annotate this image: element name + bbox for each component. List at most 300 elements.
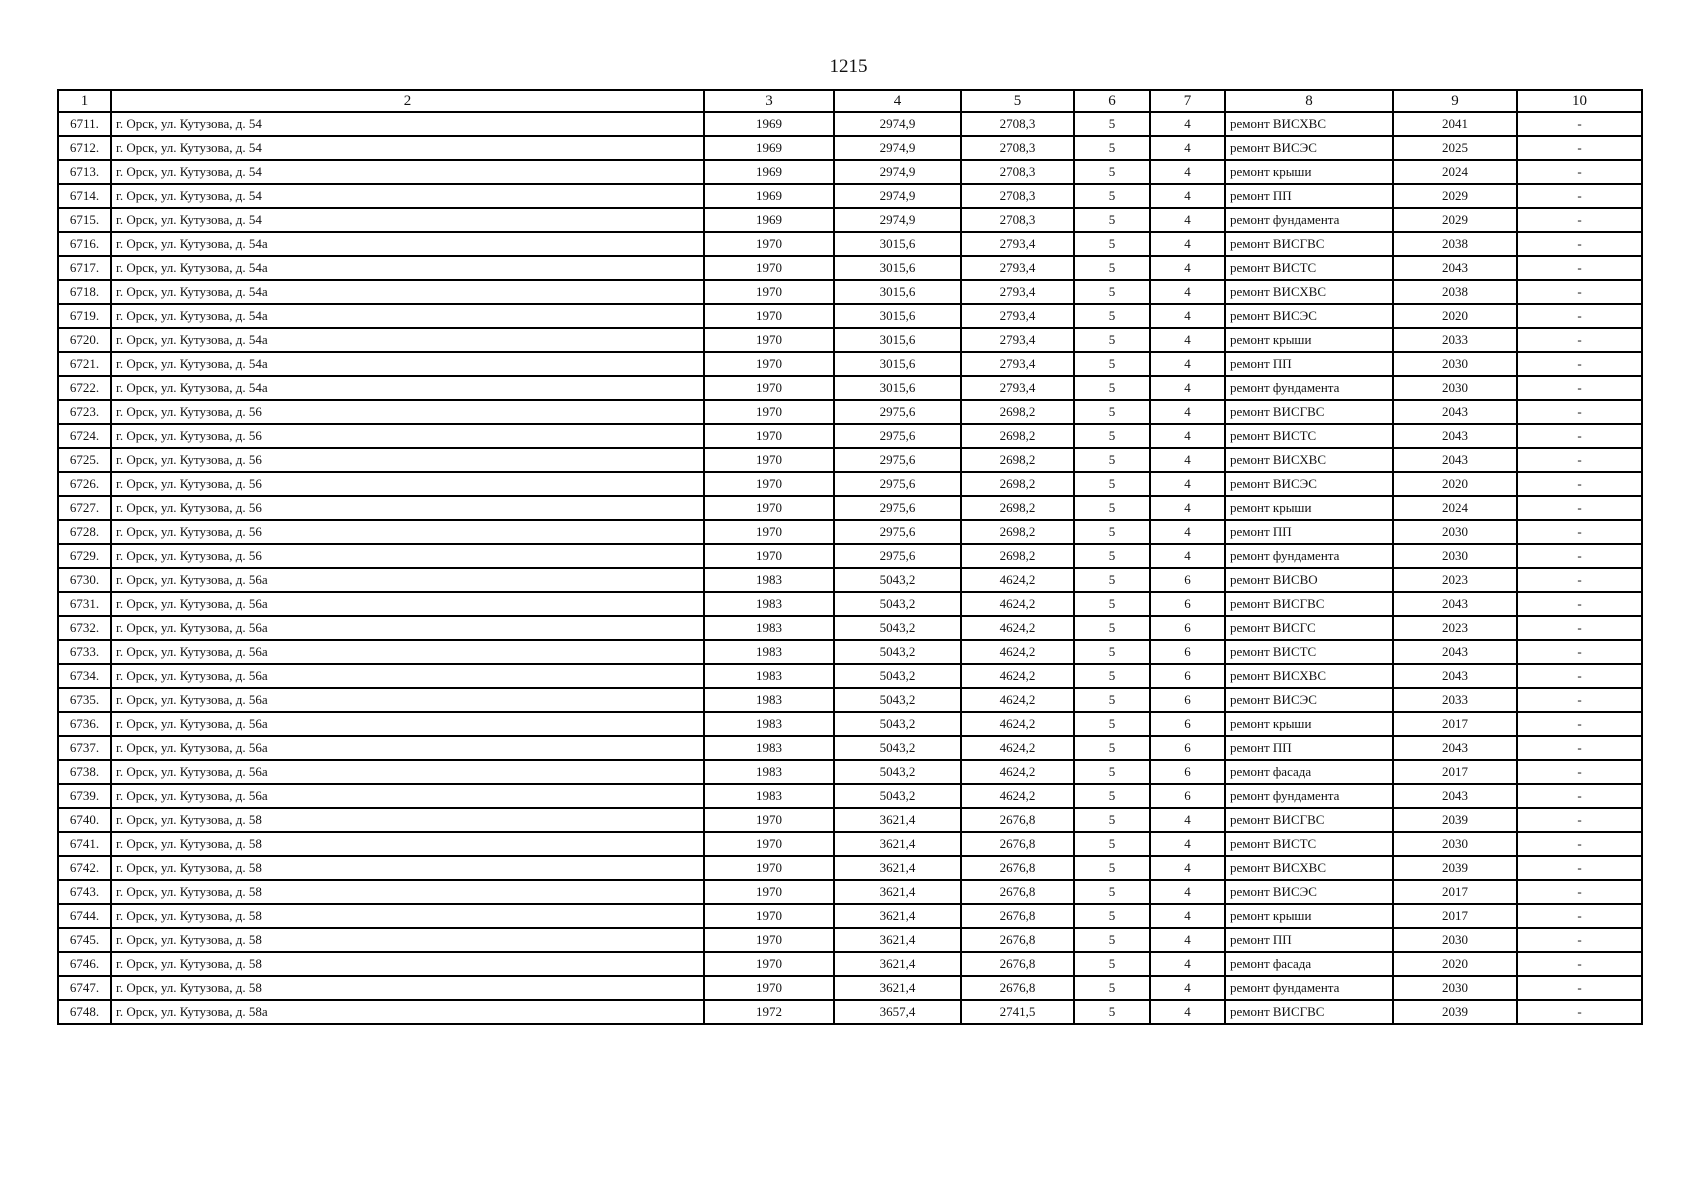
cell-note: - — [1517, 856, 1642, 880]
cell-work-type: ремонт фундамента — [1225, 208, 1393, 232]
table-row — [58, 808, 1642, 832]
cell-floors: 5 — [1074, 976, 1150, 1000]
cell-work-type: ремонт ВИСГС — [1225, 616, 1393, 640]
table-row — [58, 760, 1642, 784]
cell-work-type: ремонт ВИСЭС — [1225, 136, 1393, 160]
cell-repair-year: 2024 — [1393, 160, 1517, 184]
cell-floors: 5 — [1074, 952, 1150, 976]
cell-entrances: 6 — [1150, 568, 1225, 592]
table-row — [58, 208, 1642, 232]
table-row — [58, 160, 1642, 184]
cell-row-number: 6748. — [58, 1000, 111, 1024]
cell-total-area: 5043,2 — [834, 760, 961, 784]
cell-repair-year: 2043 — [1393, 640, 1517, 664]
cell-build-year: 1970 — [704, 328, 834, 352]
cell-work-type: ремонт фундамента — [1225, 976, 1393, 1000]
cell-work-type: ремонт фундамента — [1225, 544, 1393, 568]
cell-floors: 5 — [1074, 760, 1150, 784]
cell-entrances: 4 — [1150, 928, 1225, 952]
table-row — [58, 616, 1642, 640]
cell-living-area: 4624,2 — [961, 640, 1074, 664]
cell-note: - — [1517, 928, 1642, 952]
cell-row-number: 6718. — [58, 280, 111, 304]
cell-work-type: ремонт фасада — [1225, 760, 1393, 784]
cell-note: - — [1517, 232, 1642, 256]
table-row — [58, 568, 1642, 592]
cell-row-number: 6712. — [58, 136, 111, 160]
cell-address: г. Орск, ул. Кутузова, д. 58 — [111, 928, 704, 952]
table-row — [58, 448, 1642, 472]
cell-floors: 5 — [1074, 328, 1150, 352]
cell-repair-year: 2017 — [1393, 880, 1517, 904]
cell-floors: 5 — [1074, 544, 1150, 568]
cell-total-area: 3015,6 — [834, 352, 961, 376]
cell-floors: 5 — [1074, 304, 1150, 328]
cell-note: - — [1517, 808, 1642, 832]
cell-total-area: 3015,6 — [834, 328, 961, 352]
table-row — [58, 952, 1642, 976]
cell-entrances: 4 — [1150, 352, 1225, 376]
cell-entrances: 4 — [1150, 160, 1225, 184]
cell-floors: 5 — [1074, 496, 1150, 520]
cell-work-type: ремонт ПП — [1225, 184, 1393, 208]
cell-work-type: ремонт ВИСГВС — [1225, 232, 1393, 256]
table-row — [58, 400, 1642, 424]
cell-total-area: 2974,9 — [834, 184, 961, 208]
cell-floors: 5 — [1074, 136, 1150, 160]
cell-address: г. Орск, ул. Кутузова, д. 54а — [111, 256, 704, 280]
cell-repair-year: 2043 — [1393, 664, 1517, 688]
cell-row-number: 6716. — [58, 232, 111, 256]
table-row — [58, 736, 1642, 760]
cell-repair-year: 2043 — [1393, 736, 1517, 760]
cell-living-area: 4624,2 — [961, 688, 1074, 712]
cell-total-area: 2975,6 — [834, 496, 961, 520]
cell-living-area: 2708,3 — [961, 112, 1074, 136]
cell-note: - — [1517, 784, 1642, 808]
cell-address: г. Орск, ул. Кутузова, д. 56а — [111, 592, 704, 616]
cell-entrances: 6 — [1150, 640, 1225, 664]
cell-note: - — [1517, 952, 1642, 976]
cell-row-number: 6743. — [58, 880, 111, 904]
cell-living-area: 4624,2 — [961, 736, 1074, 760]
cell-total-area: 3621,4 — [834, 808, 961, 832]
cell-work-type: ремонт ПП — [1225, 352, 1393, 376]
cell-repair-year: 2017 — [1393, 904, 1517, 928]
cell-row-number: 6731. — [58, 592, 111, 616]
cell-row-number: 6725. — [58, 448, 111, 472]
table-row — [58, 424, 1642, 448]
cell-total-area: 3621,4 — [834, 904, 961, 928]
cell-address: г. Орск, ул. Кутузова, д. 56 — [111, 496, 704, 520]
cell-work-type: ремонт ВИСТС — [1225, 832, 1393, 856]
cell-entrances: 4 — [1150, 256, 1225, 280]
cell-floors: 5 — [1074, 904, 1150, 928]
cell-total-area: 3621,4 — [834, 856, 961, 880]
cell-entrances: 4 — [1150, 544, 1225, 568]
cell-note: - — [1517, 664, 1642, 688]
cell-row-number: 6732. — [58, 616, 111, 640]
cell-entrances: 4 — [1150, 280, 1225, 304]
cell-work-type: ремонт ВИСГВС — [1225, 400, 1393, 424]
cell-total-area: 3621,4 — [834, 928, 961, 952]
cell-row-number: 6715. — [58, 208, 111, 232]
cell-address: г. Орск, ул. Кутузова, д. 54а — [111, 352, 704, 376]
repair-schedule-table — [57, 89, 1643, 1025]
cell-note: - — [1517, 304, 1642, 328]
cell-entrances: 6 — [1150, 592, 1225, 616]
cell-repair-year: 2043 — [1393, 448, 1517, 472]
table-row — [58, 856, 1642, 880]
cell-build-year: 1969 — [704, 208, 834, 232]
cell-living-area: 2676,8 — [961, 808, 1074, 832]
cell-build-year: 1970 — [704, 304, 834, 328]
cell-work-type: ремонт ВИСЭС — [1225, 880, 1393, 904]
cell-total-area: 2975,6 — [834, 544, 961, 568]
cell-total-area: 3657,4 — [834, 1000, 961, 1024]
cell-build-year: 1983 — [704, 664, 834, 688]
cell-living-area: 2793,4 — [961, 352, 1074, 376]
cell-address: г. Орск, ул. Кутузова, д. 54а — [111, 328, 704, 352]
cell-build-year: 1969 — [704, 160, 834, 184]
cell-build-year: 1970 — [704, 832, 834, 856]
cell-address: г. Орск, ул. Кутузова, д. 56а — [111, 616, 704, 640]
cell-address: г. Орск, ул. Кутузова, д. 56а — [111, 784, 704, 808]
cell-repair-year: 2020 — [1393, 304, 1517, 328]
cell-build-year: 1970 — [704, 424, 834, 448]
cell-address: г. Орск, ул. Кутузова, д. 56а — [111, 568, 704, 592]
cell-floors: 5 — [1074, 856, 1150, 880]
column-header-10: 10 — [1517, 90, 1642, 112]
cell-living-area: 2676,8 — [961, 832, 1074, 856]
cell-row-number: 6726. — [58, 472, 111, 496]
cell-living-area: 2793,4 — [961, 304, 1074, 328]
cell-living-area: 2698,2 — [961, 472, 1074, 496]
cell-total-area: 2975,6 — [834, 424, 961, 448]
cell-work-type: ремонт крыши — [1225, 328, 1393, 352]
cell-build-year: 1983 — [704, 568, 834, 592]
cell-note: - — [1517, 472, 1642, 496]
cell-row-number: 6733. — [58, 640, 111, 664]
cell-note: - — [1517, 832, 1642, 856]
cell-entrances: 4 — [1150, 880, 1225, 904]
cell-work-type: ремонт ПП — [1225, 928, 1393, 952]
cell-address: г. Орск, ул. Кутузова, д. 56а — [111, 640, 704, 664]
cell-repair-year: 2030 — [1393, 352, 1517, 376]
cell-build-year: 1970 — [704, 976, 834, 1000]
table-row — [58, 280, 1642, 304]
cell-entrances: 4 — [1150, 808, 1225, 832]
cell-entrances: 4 — [1150, 472, 1225, 496]
cell-work-type: ремонт ВИСГВС — [1225, 1000, 1393, 1024]
cell-entrances: 4 — [1150, 520, 1225, 544]
table-row — [58, 256, 1642, 280]
cell-living-area: 2793,4 — [961, 232, 1074, 256]
cell-address: г. Орск, ул. Кутузова, д. 54 — [111, 136, 704, 160]
table-row — [58, 376, 1642, 400]
cell-row-number: 6723. — [58, 400, 111, 424]
cell-entrances: 6 — [1150, 784, 1225, 808]
cell-address: г. Орск, ул. Кутузова, д. 56 — [111, 472, 704, 496]
cell-floors: 5 — [1074, 664, 1150, 688]
cell-living-area: 2793,4 — [961, 280, 1074, 304]
cell-floors: 5 — [1074, 184, 1150, 208]
cell-repair-year: 2038 — [1393, 280, 1517, 304]
cell-repair-year: 2023 — [1393, 568, 1517, 592]
table-row — [58, 976, 1642, 1000]
cell-living-area: 2698,2 — [961, 496, 1074, 520]
cell-living-area: 2698,2 — [961, 424, 1074, 448]
cell-entrances: 6 — [1150, 688, 1225, 712]
cell-note: - — [1517, 280, 1642, 304]
cell-work-type: ремонт фундамента — [1225, 376, 1393, 400]
cell-build-year: 1970 — [704, 472, 834, 496]
table-row — [58, 232, 1642, 256]
cell-row-number: 6724. — [58, 424, 111, 448]
cell-living-area: 4624,2 — [961, 616, 1074, 640]
cell-repair-year: 2020 — [1393, 472, 1517, 496]
cell-work-type: ремонт ВИСГВС — [1225, 808, 1393, 832]
cell-work-type: ремонт ВИСХВС — [1225, 280, 1393, 304]
cell-repair-year: 2023 — [1393, 616, 1517, 640]
cell-work-type: ремонт крыши — [1225, 160, 1393, 184]
cell-address: г. Орск, ул. Кутузова, д. 54 — [111, 208, 704, 232]
cell-note: - — [1517, 760, 1642, 784]
cell-note: - — [1517, 592, 1642, 616]
cell-build-year: 1970 — [704, 256, 834, 280]
cell-floors: 5 — [1074, 352, 1150, 376]
cell-work-type: ремонт фасада — [1225, 952, 1393, 976]
cell-repair-year: 2030 — [1393, 376, 1517, 400]
cell-note: - — [1517, 616, 1642, 640]
cell-build-year: 1969 — [704, 112, 834, 136]
cell-floors: 5 — [1074, 1000, 1150, 1024]
cell-living-area: 2676,8 — [961, 952, 1074, 976]
cell-row-number: 6747. — [58, 976, 111, 1000]
cell-living-area: 2793,4 — [961, 328, 1074, 352]
cell-entrances: 4 — [1150, 496, 1225, 520]
cell-total-area: 5043,2 — [834, 712, 961, 736]
cell-build-year: 1983 — [704, 784, 834, 808]
cell-total-area: 5043,2 — [834, 664, 961, 688]
cell-address: г. Орск, ул. Кутузова, д. 58а — [111, 1000, 704, 1024]
cell-note: - — [1517, 256, 1642, 280]
cell-address: г. Орск, ул. Кутузова, д. 58 — [111, 952, 704, 976]
cell-living-area: 4624,2 — [961, 592, 1074, 616]
cell-row-number: 6741. — [58, 832, 111, 856]
cell-work-type: ремонт ВИСГВС — [1225, 592, 1393, 616]
cell-entrances: 4 — [1150, 232, 1225, 256]
cell-address: г. Орск, ул. Кутузова, д. 56а — [111, 664, 704, 688]
cell-row-number: 6742. — [58, 856, 111, 880]
cell-total-area: 2975,6 — [834, 520, 961, 544]
cell-floors: 5 — [1074, 424, 1150, 448]
table-row — [58, 784, 1642, 808]
cell-repair-year: 2039 — [1393, 856, 1517, 880]
cell-work-type: ремонт ВИСВО — [1225, 568, 1393, 592]
cell-row-number: 6714. — [58, 184, 111, 208]
cell-note: - — [1517, 904, 1642, 928]
table-row — [58, 928, 1642, 952]
cell-build-year: 1970 — [704, 952, 834, 976]
cell-entrances: 4 — [1150, 112, 1225, 136]
cell-note: - — [1517, 688, 1642, 712]
cell-build-year: 1970 — [704, 808, 834, 832]
cell-row-number: 6717. — [58, 256, 111, 280]
cell-note: - — [1517, 424, 1642, 448]
cell-address: г. Орск, ул. Кутузова, д. 58 — [111, 976, 704, 1000]
cell-floors: 5 — [1074, 376, 1150, 400]
cell-total-area: 2974,9 — [834, 208, 961, 232]
cell-total-area: 5043,2 — [834, 592, 961, 616]
cell-address: г. Орск, ул. Кутузова, д. 58 — [111, 832, 704, 856]
cell-row-number: 6729. — [58, 544, 111, 568]
cell-repair-year: 2030 — [1393, 544, 1517, 568]
cell-address: г. Орск, ул. Кутузова, д. 56 — [111, 544, 704, 568]
cell-entrances: 4 — [1150, 856, 1225, 880]
cell-floors: 5 — [1074, 280, 1150, 304]
cell-total-area: 2975,6 — [834, 472, 961, 496]
column-header-4: 4 — [834, 90, 961, 112]
cell-row-number: 6739. — [58, 784, 111, 808]
cell-repair-year: 2030 — [1393, 832, 1517, 856]
cell-note: - — [1517, 880, 1642, 904]
cell-work-type: ремонт ВИСХВС — [1225, 664, 1393, 688]
cell-living-area: 2676,8 — [961, 904, 1074, 928]
cell-note: - — [1517, 184, 1642, 208]
cell-total-area: 3621,4 — [834, 880, 961, 904]
table-row — [58, 112, 1642, 136]
cell-row-number: 6737. — [58, 736, 111, 760]
cell-row-number: 6727. — [58, 496, 111, 520]
cell-repair-year: 2017 — [1393, 760, 1517, 784]
column-header-2: 2 — [111, 90, 704, 112]
cell-entrances: 4 — [1150, 184, 1225, 208]
cell-total-area: 3015,6 — [834, 280, 961, 304]
cell-living-area: 2676,8 — [961, 976, 1074, 1000]
cell-floors: 5 — [1074, 712, 1150, 736]
cell-entrances: 6 — [1150, 712, 1225, 736]
cell-build-year: 1970 — [704, 496, 834, 520]
cell-note: - — [1517, 496, 1642, 520]
table-row — [58, 520, 1642, 544]
cell-build-year: 1983 — [704, 640, 834, 664]
column-header-9: 9 — [1393, 90, 1517, 112]
cell-note: - — [1517, 352, 1642, 376]
cell-repair-year: 2024 — [1393, 496, 1517, 520]
cell-living-area: 2793,4 — [961, 256, 1074, 280]
cell-work-type: ремонт крыши — [1225, 712, 1393, 736]
cell-entrances: 4 — [1150, 976, 1225, 1000]
cell-work-type: ремонт крыши — [1225, 904, 1393, 928]
cell-work-type: ремонт ВИСХВС — [1225, 856, 1393, 880]
cell-total-area: 2975,6 — [834, 448, 961, 472]
cell-total-area: 3015,6 — [834, 232, 961, 256]
cell-floors: 5 — [1074, 520, 1150, 544]
cell-row-number: 6736. — [58, 712, 111, 736]
cell-address: г. Орск, ул. Кутузова, д. 56а — [111, 688, 704, 712]
cell-repair-year: 2030 — [1393, 976, 1517, 1000]
cell-floors: 5 — [1074, 808, 1150, 832]
cell-note: - — [1517, 208, 1642, 232]
cell-floors: 5 — [1074, 448, 1150, 472]
cell-living-area: 2698,2 — [961, 520, 1074, 544]
cell-repair-year: 2041 — [1393, 112, 1517, 136]
table-row — [58, 832, 1642, 856]
cell-total-area: 5043,2 — [834, 784, 961, 808]
cell-entrances: 4 — [1150, 1000, 1225, 1024]
cell-entrances: 4 — [1150, 304, 1225, 328]
table-row — [58, 592, 1642, 616]
table-row — [58, 904, 1642, 928]
table-row — [58, 640, 1642, 664]
cell-repair-year: 2043 — [1393, 256, 1517, 280]
cell-address: г. Орск, ул. Кутузова, д. 56а — [111, 760, 704, 784]
cell-row-number: 6735. — [58, 688, 111, 712]
cell-address: г. Орск, ул. Кутузова, д. 56 — [111, 400, 704, 424]
table-row — [58, 664, 1642, 688]
cell-repair-year: 2039 — [1393, 808, 1517, 832]
cell-address: г. Орск, ул. Кутузова, д. 54а — [111, 304, 704, 328]
cell-floors: 5 — [1074, 928, 1150, 952]
cell-build-year: 1969 — [704, 184, 834, 208]
cell-work-type: ремонт ВИСЭС — [1225, 688, 1393, 712]
cell-total-area: 5043,2 — [834, 616, 961, 640]
header-row — [58, 90, 1642, 112]
cell-build-year: 1970 — [704, 376, 834, 400]
cell-address: г. Орск, ул. Кутузова, д. 56 — [111, 448, 704, 472]
cell-work-type: ремонт ПП — [1225, 736, 1393, 760]
cell-work-type: ремонт ВИСХВС — [1225, 112, 1393, 136]
cell-note: - — [1517, 400, 1642, 424]
table-row — [58, 304, 1642, 328]
column-header-7: 7 — [1150, 90, 1225, 112]
cell-living-area: 4624,2 — [961, 664, 1074, 688]
cell-entrances: 4 — [1150, 376, 1225, 400]
cell-work-type: ремонт ВИСТС — [1225, 640, 1393, 664]
table-row — [58, 328, 1642, 352]
cell-entrances: 4 — [1150, 448, 1225, 472]
cell-total-area: 2974,9 — [834, 136, 961, 160]
cell-floors: 5 — [1074, 640, 1150, 664]
cell-floors: 5 — [1074, 568, 1150, 592]
cell-address: г. Орск, ул. Кутузова, д. 58 — [111, 880, 704, 904]
cell-note: - — [1517, 112, 1642, 136]
cell-build-year: 1970 — [704, 904, 834, 928]
cell-work-type: ремонт фундамента — [1225, 784, 1393, 808]
cell-total-area: 5043,2 — [834, 736, 961, 760]
cell-note: - — [1517, 712, 1642, 736]
cell-repair-year: 2025 — [1393, 136, 1517, 160]
cell-total-area: 3621,4 — [834, 832, 961, 856]
cell-floors: 5 — [1074, 880, 1150, 904]
cell-address: г. Орск, ул. Кутузова, д. 58 — [111, 808, 704, 832]
cell-work-type: ремонт ВИСТС — [1225, 424, 1393, 448]
cell-repair-year: 2030 — [1393, 928, 1517, 952]
cell-floors: 5 — [1074, 472, 1150, 496]
cell-total-area: 3015,6 — [834, 304, 961, 328]
cell-total-area: 5043,2 — [834, 640, 961, 664]
table-row — [58, 472, 1642, 496]
cell-total-area: 2974,9 — [834, 112, 961, 136]
cell-row-number: 6722. — [58, 376, 111, 400]
cell-entrances: 6 — [1150, 760, 1225, 784]
table-row — [58, 496, 1642, 520]
cell-entrances: 4 — [1150, 400, 1225, 424]
cell-row-number: 6744. — [58, 904, 111, 928]
cell-note: - — [1517, 976, 1642, 1000]
cell-address: г. Орск, ул. Кутузова, д. 54 — [111, 160, 704, 184]
